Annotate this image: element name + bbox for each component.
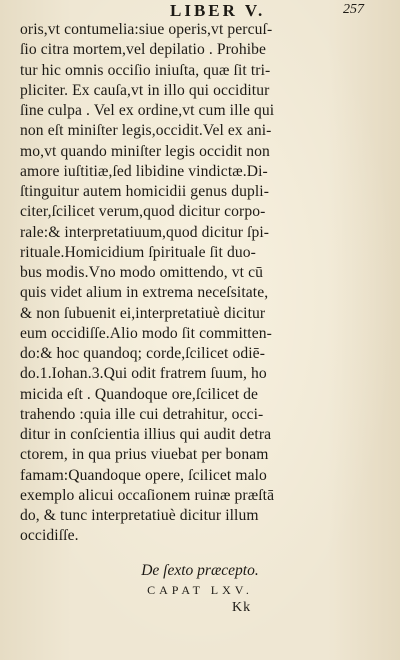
running-head: [0, 0, 400, 22]
text-line: do, & tunc interpretatiuè dicitur illum: [20, 507, 259, 524]
text-line: rituale.Homicidium ſpirituale ſit duo-: [20, 243, 256, 261]
text-line: ditur in conſcientia illius qui audit detra: [20, 426, 272, 443]
text-line: & non ſubuenit ei,interpretatiuè dicitur: [20, 304, 266, 322]
text-line: non eſt miniſter legis,occidit.Vel ex ani-: [20, 122, 272, 140]
text-line: quis videt alium in extrema neceſsitate,: [20, 284, 269, 302]
body-text: [20, 20, 378, 547]
text-line: do:& hoc quandoq; corde,ſcilicet odiē-: [20, 345, 265, 362]
text-line: citer,ſcilicet verum,quod dicitur corpo-: [20, 203, 266, 221]
text-line: mo,vt quando miniſter legis occidit non: [20, 142, 270, 160]
text-line: amore iuſtitiæ,ſed libidine vindictæ.Di-: [20, 162, 268, 180]
text-line: ſine culpa . Vel ex ordine,vt cum ille qui: [20, 102, 275, 119]
page-number: 257: [343, 2, 364, 17]
text-line: do.1.Iohan.3.Qui odit fratrem ſuum, ho: [20, 365, 267, 383]
running-title: LIBER V.: [170, 1, 266, 20]
text-line: occidiſſe.: [20, 527, 79, 545]
text-line: eum occidiſſe.Alio modo ſit committen-: [20, 324, 272, 342]
signature-mark: Kk: [232, 600, 252, 615]
section-subtitle: De ſexto præcepto.: [141, 562, 259, 579]
text-line: pliciter. Ex cauſa,vt in illo qui occiditur: [20, 81, 270, 99]
text-line: ſio citra mortem,vel depilatio . Prohibe: [20, 41, 267, 59]
text-line: ctorem, in qua prius viuebat per bonam: [20, 446, 269, 464]
text-line: famam:Quandoque opere, ſcilicet malo: [20, 466, 267, 484]
text-line: tur hic omnis occiſio iniuſta, quæ ſit tri-: [20, 61, 271, 79]
text-line: micida eſt . Quandoque ore,ſcilicet de: [20, 385, 259, 403]
chapter-heading: CAPAT LXV.: [147, 583, 253, 597]
text-line: oris,vt contumelia:siue operis,vt percuſ-: [20, 21, 273, 38]
text-line: ſtinguitur autem homicidii genus dupli-: [20, 183, 270, 200]
text-line: exemplo alicui occaſionem ruinæ præſtā: [20, 486, 275, 504]
text-line: bus modis.Vno modo omittendo, vt cū: [20, 264, 264, 281]
text-line: trahendo :quia ille cui detrahitur, occi-: [20, 405, 264, 423]
text-line: rale:& interpretatiuum,quod dicitur ſpi-: [20, 223, 270, 241]
